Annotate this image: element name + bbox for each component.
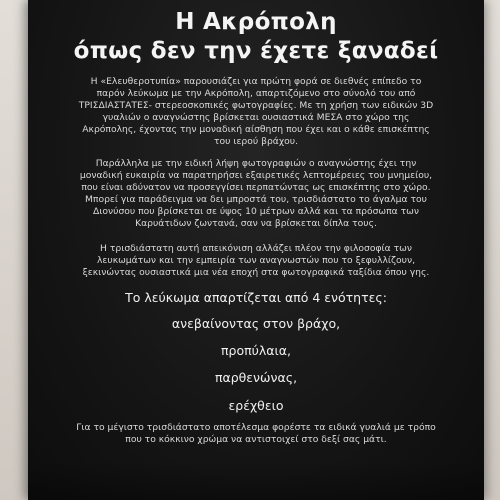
cover-title-line-1: Η Ακρόπολη [175,9,337,35]
section-item: ανεβαίνοντας στον βράχο, [171,316,341,331]
cover-title [28,8,484,66]
glasses-instructions: Για το μέγιστο τρισδιάστατο αποτέλεσμα φορέστε τα ειδικά γυαλιά με τρόπο που το κόκκινο χρώμα να αντιστοιχεί στο δεξί σας μάτι. [76,422,436,446]
intro-paragraph: Η «Ελευθεροτυπία» παρουσιάζει για πρώτη φορά σε διεθνές επίπεδο το παρόν λεύκωμα με την Ακρόπολη, απαρτιζόμενο στο σύνολό του από ΤΡΙΣΔΙΑΣΤΑΤΕΣ- στερεοσκοπικές φωτογραφίες. Με τη χρήση των ειδικών 3D γυαλιών ο αναγνώστης βρίσκεται ουσιαστικά ΜΕΣΑ στο χώρο της Ακρόπολης, έχοντας την μοναδική αίσθηση που έχει και ο κάθε επισκέπτης του ιερού βράχου. [78,76,434,148]
cover-bottom-shadow [28,460,484,500]
section-item: ερέχθειο [228,398,284,413]
book-back-cover [28,0,484,500]
section-item: παρθενώνας, [214,370,298,385]
cover-title-line-2: όπως δεν την έχετε ξαναδεί [73,38,439,64]
sections-heading: Το λεύκωμα απαρτίζεται από 4 ενότητες: [125,290,387,305]
details-paragraph: Παράλληλα με την ειδική λήψη φωτογραφιών ο αναγνώστης έχει την μοναδική ευκαιρία να παρατηρήσει εξαιρετικές λεπτομέρειες του μνημείου, που είναι αδύνατον να προσεγγίσει περπατώντας ως επισκέπτης στο χώρο. Μπορεί για παράδειγμα να δει μπροστά του, τρισδιάστατο το άγαλμα του Διονύσου που βρίσκεται σε ύψος 10 μέτρων αλλά και τα πρόσωπα των Καρυάτιδων ζωντανά, σαν να βρίσκεται δίπλα τους. [79,158,433,230]
philosophy-paragraph: Η τρισδιάστατη αυτή απεικόνιση αλλάζει πλέον την φιλοσοφία των λευκωμάτων και την εμπειρία των αναγνωστών που το ξεφυλλίζουν, ξεκινώντας ουσιαστικά μια νέα εποχή στα φωτογραφικά ταξίδια όπου γης. [82,243,430,279]
section-item: προπύλαια, [221,343,291,358]
